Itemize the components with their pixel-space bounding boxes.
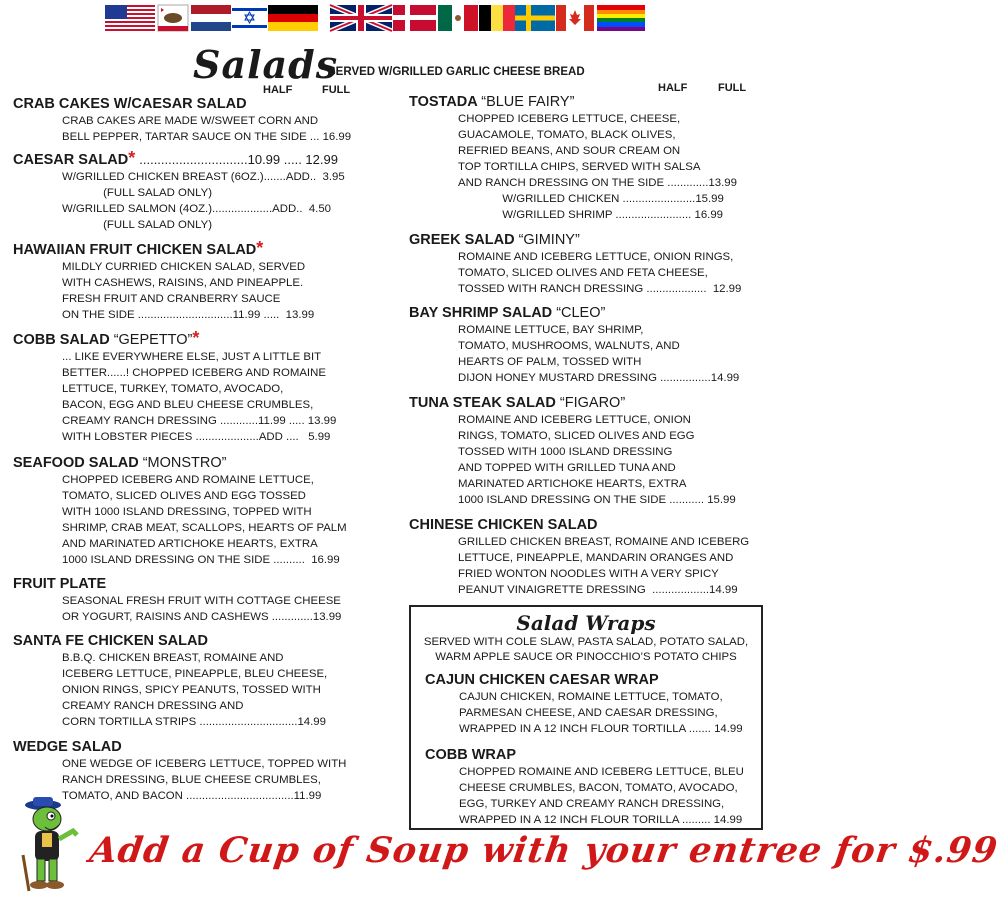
usa-flag-icon xyxy=(105,5,155,31)
menu-item-chinese-chicken-salad xyxy=(409,516,749,598)
netherlands-flag-icon xyxy=(191,5,231,31)
germany-flag-icon xyxy=(268,5,318,31)
denmark-flag-icon xyxy=(393,5,436,31)
item-name: CRAB CAKES W/CAESAR SALAD xyxy=(13,96,247,112)
item-description: CHOPPED ICEBERG LETTUCE, CHEESE, GUACAMOLE, TOMATO, BLACK OLIVES, REFRIED BEANS, AND SOUR CREAM ON TOP TORTILLA CHIPS, SERVED WITH SALSA AND RANCH DRESSING ON THE SIDE .............13.99 W/GRILLED CHICKEN .......................15.99 W/GRILLED SHRIMP ........................ 16.99 xyxy=(458,113,737,221)
item-description: ROMAINE AND ICEBERG LETTUCE, ONION RINGS, TOMATO, SLICED OLIVES AND EGG TOSSED WITH 1000 ISLAND DRESSING AND TOPPED WITH GRILLED TUNA AND MARINATED ARTICHOKE HEARTS, EXTRA 1000 ISLAND DRESSING ON THE SIDE ........... 15.99 xyxy=(458,414,736,506)
menu-item-greek-salad xyxy=(409,231,741,297)
item-description: ROMAINE AND ICEBERG LETTUCE, ONION RINGS, TOMATO, SLICED OLIVES AND FETA CHEESE, TOSSED WITH RANCH DRESSING ................... 12.99 xyxy=(458,251,742,295)
item-description: GRILLED CHICKEN BREAST, ROMAINE AND ICEBERG LETTUCE, PINEAPPLE, MANDARIN ORANGES AND FRIED WONTON NOODLES WITH A VERY SPICY PEANUT VINAIGRETTE DRESSING ..................14.99 xyxy=(458,536,750,596)
item-price-line: ..............................10.99 ..... 12.99 xyxy=(139,152,338,167)
item-name: FRUIT PLATE xyxy=(13,576,107,592)
mexico-flag-icon xyxy=(438,5,478,31)
menu-item-crab-cakes xyxy=(13,95,351,145)
item-name: CAJUN CHICKEN CAESAR WRAP xyxy=(425,672,659,688)
menu-item-tuna-steak-salad xyxy=(409,394,736,508)
soup-promo: Add a Cup of Soup with your entree for $.99 xyxy=(87,830,1001,871)
item-name: HAWAIIAN FRUIT CHICKEN SALAD xyxy=(13,242,257,258)
item-name: COBB WRAP xyxy=(425,747,517,763)
item-description: MILDLY CURRIED CHICKEN SALAD, SERVED WITH CASHEWS, RAISINS, AND PINEAPPLE. FRESH FRUIT AND CRANBERRY SAUCE ON THE SIDE ..............................11.99 ..... 13.99 xyxy=(62,261,315,321)
item-nickname: “GIMINY” xyxy=(518,232,580,248)
menu-item-fruit-plate xyxy=(13,575,341,625)
menu-item-bay-shrimp-salad xyxy=(409,304,739,386)
item-description: W/GRILLED CHICKEN BREAST (6OZ.).......ADD.. 3.95 (FULL SALAD ONLY) W/GRILLED SALMON (4OZ.)...................ADD.. 4.50 (FULL SALAD ONLY) xyxy=(62,171,345,231)
item-name: TUNA STEAK SALAD xyxy=(409,395,556,411)
menu-item-seafood-salad xyxy=(13,454,347,568)
half-column-header-right: HALF xyxy=(658,82,688,94)
item-description: CHOPPED ROMAINE AND ICEBERG LETTUCE, BLEU CHEESE CRUMBLES, BACON, TOMATO, AVOCADO, EGG, TURKEY AND CREAMY RANCH DRESSING, WRAPPED IN A 12 INCH FLOUR TORILLA ......... 14.99 xyxy=(459,766,744,826)
item-name: COBB SALAD xyxy=(13,332,110,348)
item-description: CAJUN CHICKEN, ROMAINE LETTUCE, TOMATO, PARMESAN CHEESE, AND CAESAR DRESSING, WRAPPED IN A 12 INCH FLOUR TORTILLA ....... 14.99 xyxy=(459,691,743,735)
item-description: B.B.Q. CHICKEN BREAST, ROMAINE AND ICEBERG LETTUCE, PINEAPPLE, BLEU CHEESE, ONION RINGS, SPICY PEANUTS, TOSSED WITH CREAMY RANCH DRESSING AND CORN TORTILLA STRIPS ...............................14.99 xyxy=(62,652,328,728)
item-description: CHOPPED ICEBERG AND ROMAINE LETTUCE, TOMATO, SLICED OLIVES AND EGG TOSSED WITH 1000 ISLAND DRESSING, TOPPED WITH SHRIMP, CRAB MEAT, SCALLOPS, HEARTS OF PALM AND MARINATED ARTICHOKE HEARTS, EXTRA 1000 ISLAND DRESSING ON THE SIDE .......... 16.99 xyxy=(62,474,347,566)
item-name: WEDGE SALAD xyxy=(13,739,122,755)
belgium-flag-icon xyxy=(479,5,515,31)
salad-wraps-box xyxy=(409,605,763,830)
menu-item-tostada xyxy=(409,93,737,223)
menu-item-cobb-salad xyxy=(13,328,337,445)
page-subtitle: SERVED W/GRILLED GARLIC CHEESE BREAD xyxy=(328,66,585,78)
item-name: BAY SHRIMP SALAD xyxy=(409,305,553,321)
item-description: ONE WEDGE OF ICEBERG LETTUCE, TOPPED WITH RANCH DRESSING, BLUE CHEESE CRUMBLES, TOMATO, AND BACON ..................................11.99 xyxy=(62,758,347,802)
california-flag-icon xyxy=(158,5,188,31)
item-name: SANTA FE CHICKEN SALAD xyxy=(13,633,208,649)
item-name: CHINESE CHICKEN SALAD xyxy=(409,517,598,533)
star-icon: * xyxy=(192,328,200,348)
item-name: TOSTADA xyxy=(409,94,478,110)
uk-flag-icon xyxy=(330,5,392,31)
star-icon: * xyxy=(256,238,264,258)
item-nickname: “GEPETTO” xyxy=(113,332,193,348)
item-description: SEASONAL FRESH FRUIT WITH COTTAGE CHEESE OR YOGURT, RAISINS AND CASHEWS .............13.99 xyxy=(62,595,342,623)
half-column-header: HALF xyxy=(263,84,293,96)
flags-row xyxy=(105,5,645,33)
item-description: ... LIKE EVERYWHERE ELSE, JUST A LITTLE BIT BETTER......! CHOPPED ICEBERG AND ROMAINE LETTUCE, TURKEY, TOMATO, AVOCADO, BACON, EGG AND BLEU CHEESE CRUMBLES, CREAMY RANCH DRESSING ............11.99 ..... 13.99 WITH LOBSTER PIECES ....................ADD .... 5.99 xyxy=(62,351,337,443)
item-description: ROMAINE LETTUCE, BAY SHRIMP, TOMATO, MUSHROOMS, WALNUTS, AND HEARTS OF PALM, TOSSED WITH DIJON HONEY MUSTARD DRESSING ................14.99 xyxy=(458,324,740,384)
canada-flag-icon xyxy=(556,5,594,31)
item-nickname: “BLUE FAIRY” xyxy=(481,94,575,110)
item-nickname: “CLEO” xyxy=(556,305,606,321)
full-column-header-right: FULL xyxy=(718,82,747,94)
rainbow-flag-icon xyxy=(597,5,645,31)
menu-item-caesar-salad xyxy=(13,148,345,233)
menu-item-cobb-wrap xyxy=(425,746,744,828)
sweden-flag-icon xyxy=(515,5,555,31)
item-description: CRAB CAKES ARE MADE W/SWEET CORN AND BELL PEPPER, TARTAR SAUCE ON THE SIDE ... 16.99 xyxy=(62,115,352,143)
item-name: SEAFOOD SALAD xyxy=(13,455,139,471)
jiminy-cricket-icon xyxy=(15,795,87,895)
item-nickname: “FIGARO” xyxy=(559,395,626,411)
star-icon: * xyxy=(128,148,136,168)
wraps-subtitle: SERVED WITH COLE SLAW, PASTA SALAD, POTATO SALAD, WARM APPLE SAUCE OR PINOCCHIO’S POTATO CHIPS xyxy=(423,636,749,663)
israel-flag-icon xyxy=(232,5,267,31)
item-name: GREEK SALAD xyxy=(409,232,515,248)
item-name: CAESAR SALAD xyxy=(13,152,129,168)
wraps-title: Salad Wraps xyxy=(516,611,656,635)
menu-item-cajun-wrap xyxy=(425,671,743,737)
menu-item-santa-fe-salad xyxy=(13,632,327,730)
item-nickname: “MONSTRO” xyxy=(142,455,227,471)
page-title: Salads xyxy=(193,42,339,87)
full-column-header: FULL xyxy=(322,84,351,96)
menu-item-hawaiian-salad xyxy=(13,238,315,323)
